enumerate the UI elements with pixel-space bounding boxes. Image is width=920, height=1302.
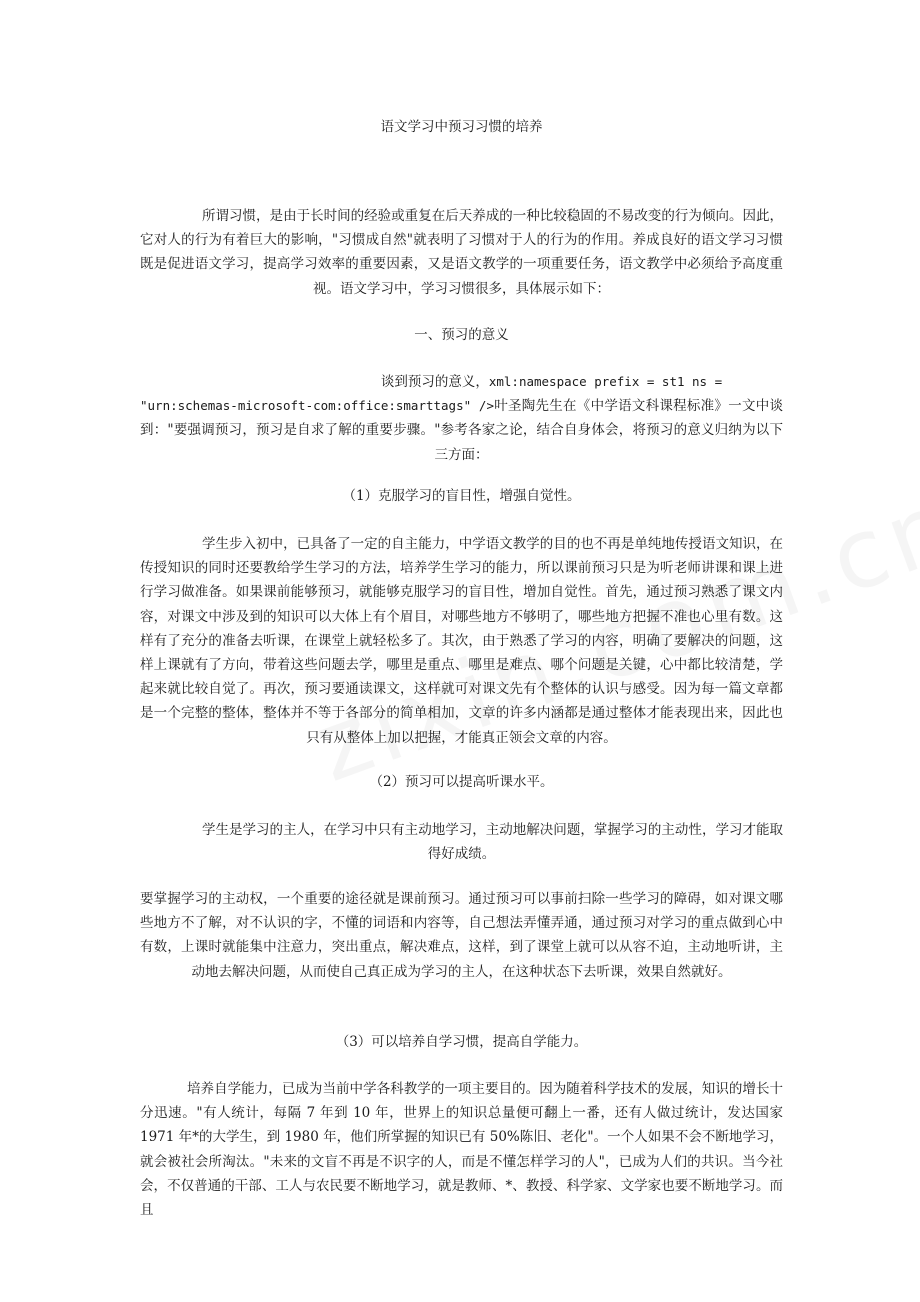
point1-body-paragraph: 学生步入初中，已具备了一定的自主能力，中学语文教学的目的也不再是单纯地传授语文知识，在传授知识的同时还要教给学生学习的方法，培养学生学习的能力，所以课前预习只是为听老师讲课和课上进行学习做准备。如果课前能够预习，就能够克服学习的盲目性，增加自觉性。首先，通过预习熟悉了课文内容，对课文中涉及到的知识可以大体上有个眉目，对哪些地方不够明了，哪些地方把握不准也心里有数。这样有了充分的准备去听课，在课堂上就轻松多了。其次，由于熟悉了学习的内容，明确了要解决的问题，这样上课就有了方向，带着这些问题去学，哪里是重点、哪里是难点、哪个问题是关键，心中都比较清楚，学起来就比较自觉了。再次，预习要通读课文，这样就可对课文先有个整体的认识与感受。因为每一篇文章都是一个完整的整体，整体并不等于各部分的简单相加，文章的许多内涵都是通过整体才能表现出来，因此也只有从整体上加以把握，才能真正领会文章的内容。 xyxy=(140,536,783,746)
intro-paragraph: 所谓习惯，是由于长时间的经验或重复在后天养成的一种比较稳固的不易改变的行为倾向。因此，它对人的行为有着巨大的影响，"习惯成自然"就表明了习惯对于人的行为的作用。养成良好的语文学习习惯既是促进语文学习，提高学习效率的重要因素，又是语文教学的一项重要任务，语文教学中必须给予高度重视。语文学习中，学习习惯很多，具体展示如下： xyxy=(140,208,783,297)
section1-intro-text-b: 叶圣陶先生在《中学语文科课程标准》一文中谈到："要强调预习，预习是自求了解的重要步骤。"参考各家之论，结合自身体会，将预习的意义归纳为以下三方面： xyxy=(140,398,783,463)
point-heading-2: （2）预习可以提高听课水平。 xyxy=(369,774,554,790)
section1-intro-text-a: 谈到预习的意义， xyxy=(380,374,489,390)
document-title: 语文学习中预习习惯的培养 xyxy=(380,119,543,135)
section1-intro-code-2: "urn:schemas-microsoft-com:office:smarttags" /> xyxy=(140,398,494,414)
point2-body-paragraph-1: 学生是学习的主人，在学习中只有主动地学习，主动地解决问题，掌握学习的主动性，学习才能取得好成绩。 xyxy=(202,822,783,863)
section1-intro-paragraph xyxy=(140,370,783,467)
section1-intro-code-1: xml:namespace prefix = st1 ns = xyxy=(488,374,723,389)
point3-body-paragraph: 培养自学能力，已成为当前中学各科教学的一项主要目的。因为随着科学技术的发展，知识的增长十分迅速。"有人统计，每隔 7 年到 10 年，世界上的知识总量便可翻上一番，还有人做过统计，发达国家 1971 年*的大学生，到 1980 年，他们所掌握的知识已有 50%陈旧、老化"。一个人如果不会不断地学习，就会被社会所淘汰。"未来的文盲不再是不识字的人，而是不懂怎样学习的人"，已成为人们的共识。当今社会，不仅普通的干部、工人与农民要不断地学习，就是教师、*、教授、科学家、文学家也要不断地学习。而且 xyxy=(140,1081,783,1219)
section-heading-1: 一、预习的意义 xyxy=(414,327,509,343)
point2-body-paragraph-2: 要掌握学习的主动权，一个重要的途径就是课前预习。通过预习可以事前扫除一些学习的障碍，如对课文哪些地方不了解，对不认识的字，不懂的词语和内容等，自己想法弄懂弄通，通过预习对学习的重点做到心中有数，上课时就能集中注意力，突出重点，解决难点，这样，到了课堂上就可以从容不迫，主动地听讲，主动地去解决问题，从而使自己真正成为学习的主人，在这种状态下去听课，效果自然就好。 xyxy=(140,891,783,980)
point-heading-1: （1）克服学习的盲目性，增强自觉性。 xyxy=(342,488,581,504)
point-heading-3: （3）可以培养自学习惯，提高自学能力。 xyxy=(335,1034,588,1050)
